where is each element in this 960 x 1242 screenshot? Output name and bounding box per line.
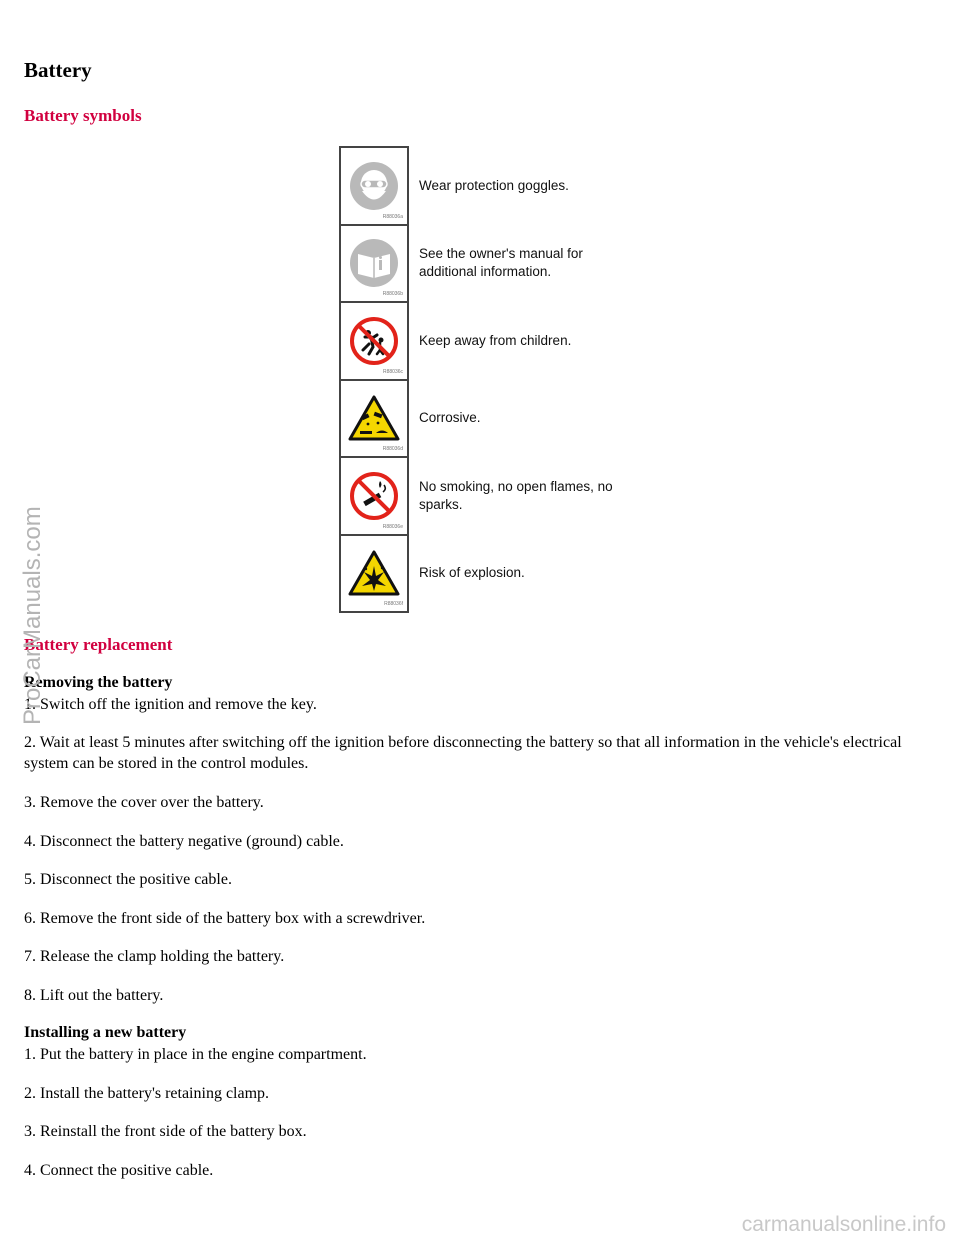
symbol-row (340, 457, 638, 535)
symbol-cell (340, 457, 408, 535)
symbol-row (340, 535, 638, 613)
installing-battery-heading: Installing a new battery (24, 1024, 187, 1041)
side-watermark: ProCarManuals.com (19, 506, 46, 725)
symbol-cell (340, 380, 408, 458)
symbol-description: Corrosive. (419, 410, 481, 426)
explosion-icon (348, 550, 400, 596)
battery-symbols-heading: Battery symbols (24, 106, 142, 125)
symbol-code: R88036e (382, 523, 403, 530)
page-title: Battery (24, 58, 92, 82)
removing-battery-heading: Removing the battery (24, 674, 173, 691)
symbol-code: R88036c (382, 368, 403, 375)
removing-step: 1. Switch off the ignition and remove the key. (24, 696, 317, 713)
installing-step: 1. Put the battery in place in the engine compartment. (24, 1046, 367, 1063)
removing-step: 3. Remove the cover over the battery. (24, 794, 264, 811)
manual-icon (349, 238, 399, 288)
symbol-row (340, 225, 638, 303)
symbol-description: Keep away from children. (419, 332, 572, 348)
symbol-row (340, 380, 638, 458)
symbol-code: R88036a (382, 213, 403, 220)
installing-step: 2. Install the battery's retaining clamp. (24, 1085, 270, 1102)
symbol-code: R88036b (382, 291, 403, 297)
symbol-description: Wear protection goggles. (419, 177, 569, 193)
symbol-description: No smoking, no open flames, no sparks. (419, 478, 613, 512)
installing-step: 3. Reinstall the front side of the battery box. (24, 1123, 307, 1140)
removing-step: 7. Release the clamp holding the battery. (24, 948, 285, 965)
no-smoking-icon (349, 471, 399, 521)
symbol-description: See the owner's manual for additional information. (419, 246, 583, 280)
symbol-cell (340, 535, 408, 613)
symbol-cell (340, 225, 408, 303)
symbol-description: Risk of explosion. (419, 565, 525, 581)
symbol-cell (340, 147, 408, 225)
battery-replacement-heading: Battery replacement (24, 635, 173, 654)
removing-step: 4. Disconnect the battery negative (ground) cable. (24, 833, 344, 850)
removing-step: 5. Disconnect the positive cable. (24, 871, 232, 888)
corrosive-icon (348, 395, 400, 441)
bottom-watermark: carmanualsonline.info (741, 1213, 946, 1236)
symbol-code: R88036d (382, 446, 403, 452)
symbol-row (340, 302, 638, 380)
removing-step: 8. Lift out the battery. (24, 987, 164, 1004)
removing-step: 6. Remove the front side of the battery box with a screwdriver. (24, 910, 426, 927)
goggles-icon (349, 161, 399, 211)
removing-step: 2. Wait at least 5 minutes after switching off the ignition before disconnecting the battery so that all information in the vehicle's electrical system can be stored in the control modules. (24, 734, 902, 772)
symbol-code: R88036f (384, 601, 403, 607)
battery-symbols-table (339, 146, 639, 613)
symbol-cell (340, 302, 408, 380)
keep-away-children-icon (349, 316, 399, 366)
symbol-row (340, 147, 638, 225)
installing-step: 4. Connect the positive cable. (24, 1162, 214, 1179)
